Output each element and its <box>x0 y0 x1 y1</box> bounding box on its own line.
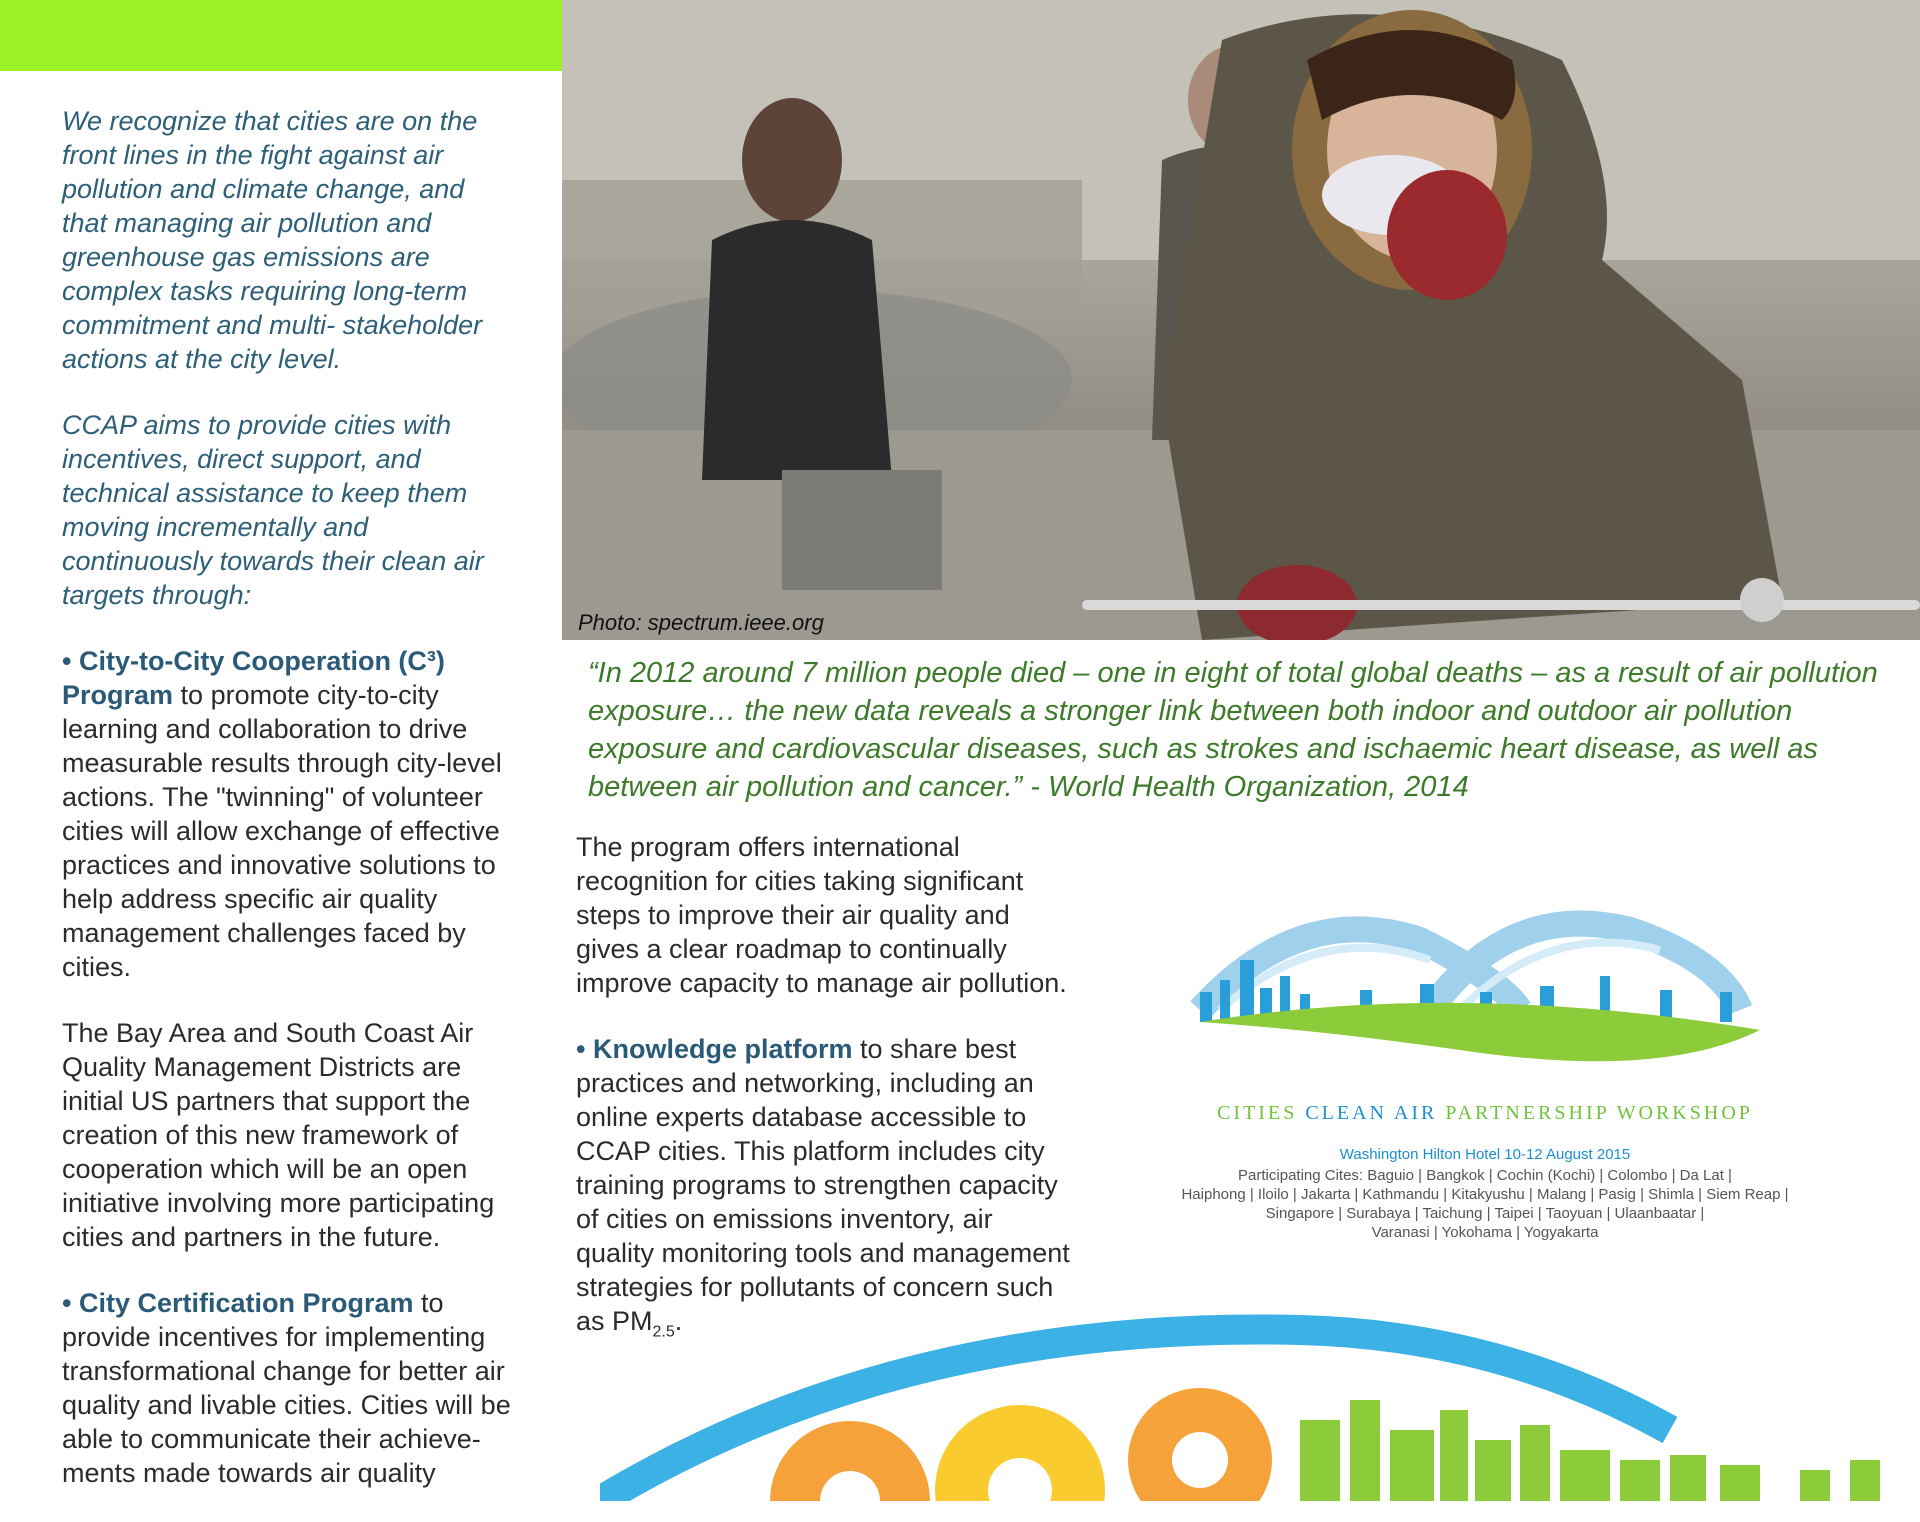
cities-line-1: Participating Cites: Baguio | Bangkok | Cochin (Kochi) | Colombo | Da Lat | <box>1238 1167 1732 1184</box>
city-gears-illustration <box>600 1300 1920 1501</box>
c3-program-paragraph <box>62 644 512 984</box>
knowledge-platform-text: to share best practices and networking, including an online experts database accessible to CCAP cities. This platform includes city training programs to strengthen capacity of cities on emissions inventory, air quality monitoring tools and management strategies for pollutants of concern such as PM <box>576 1034 1070 1336</box>
intro-paragraph-2: CCAP aims to provide cities with incentives, direct support, and technical assistance to keep them moving incrementally and continuously towards their clean air targets through: <box>62 410 484 610</box>
header-accent-bar <box>0 0 562 71</box>
logo-title-clean-air: CLEAN AIR <box>1305 1102 1438 1124</box>
logo-title-cities: CITIES <box>1217 1102 1306 1124</box>
left-column <box>62 104 512 1522</box>
cities-line-3: Singapore | Surabaya | Taichung | Taipei | Taoyuan | Ulaanbaatar | <box>1265 1205 1705 1222</box>
bay-area-paragraph: The Bay Area and South Coast Air Quality Management Districts are initial US partners that support the creation of this new framework of cooperation which will be an open initiative involving more participating cities and partners in the future. <box>62 1018 495 1252</box>
logo-title-workshop: PARTNERSHIP WORKSHOP <box>1437 1102 1753 1124</box>
photo-illustration <box>562 0 1920 640</box>
who-quote: “In 2012 around 7 million people died – one in eight of total global deaths – as a result of air pollution exposure… the new data reveals a stronger link between both indoor and outdoor air pollution exposure and cardiovascular diseases, such as strokes and ischaemic heart disease, as well as between air pollution and cancer.” - World Health Organization, 2014 <box>588 657 1878 803</box>
cities-line-2: Haiphong | Iloilo | Jakarta | Kathmandu | Kitakyushu | Malang | Pasig | Shimla | Siem Reap | <box>1181 1186 1789 1203</box>
c3-program-heading: • City-to-City Cooperation (C³) Program <box>62 646 445 710</box>
program-offers-paragraph: The program offers international recognition for cities taking significant steps to improve their air quality and gives a clear roadmap to continually improve capacity to manage air pollution. <box>576 832 1067 998</box>
c3-program-text: to promote city-to-city learning and collaboration to drive measurable results through city-level actions. The "twinning" of volunteer cities will allow exchange of effective practices and innovative solutions to help address specific air quality management challenges faced by cities. <box>62 680 502 982</box>
certification-text: to provide incentives for implementing transformational change for better air quality and livable cities. Cities will be able to communicate their achieve-ments made towards air quality <box>62 1288 511 1488</box>
logo-hotel-date: Washington Hilton Hotel 10-12 August 2015 <box>1339 1146 1631 1163</box>
cyclist-photo <box>562 0 1920 640</box>
certification-heading: • City Certification Program <box>62 1288 414 1318</box>
intro-paragraph-1: We recognize that cities are on the front lines in the fight against air pollution and climate change, and that managing air pollution and greenhouse gas emissions are complex tasks requiring long-term commitment and multi- stakeholder actions at the city level. <box>62 106 483 374</box>
logo-title <box>1160 1102 1810 1125</box>
photo-credit: Photo: spectrum.ieee.org <box>578 610 824 635</box>
participating-cities <box>1160 1166 1810 1242</box>
knowledge-platform-end: . <box>674 1306 683 1336</box>
pm-subscript: 2.5 <box>652 1323 675 1341</box>
knowledge-platform-heading: • Knowledge platform <box>576 1034 853 1064</box>
cities-line-4: Varanasi | Yokohama | Yogyakarta <box>1371 1224 1599 1241</box>
middle-column <box>576 830 1076 1381</box>
certification-paragraph <box>62 1286 512 1490</box>
intro-section <box>62 104 512 612</box>
